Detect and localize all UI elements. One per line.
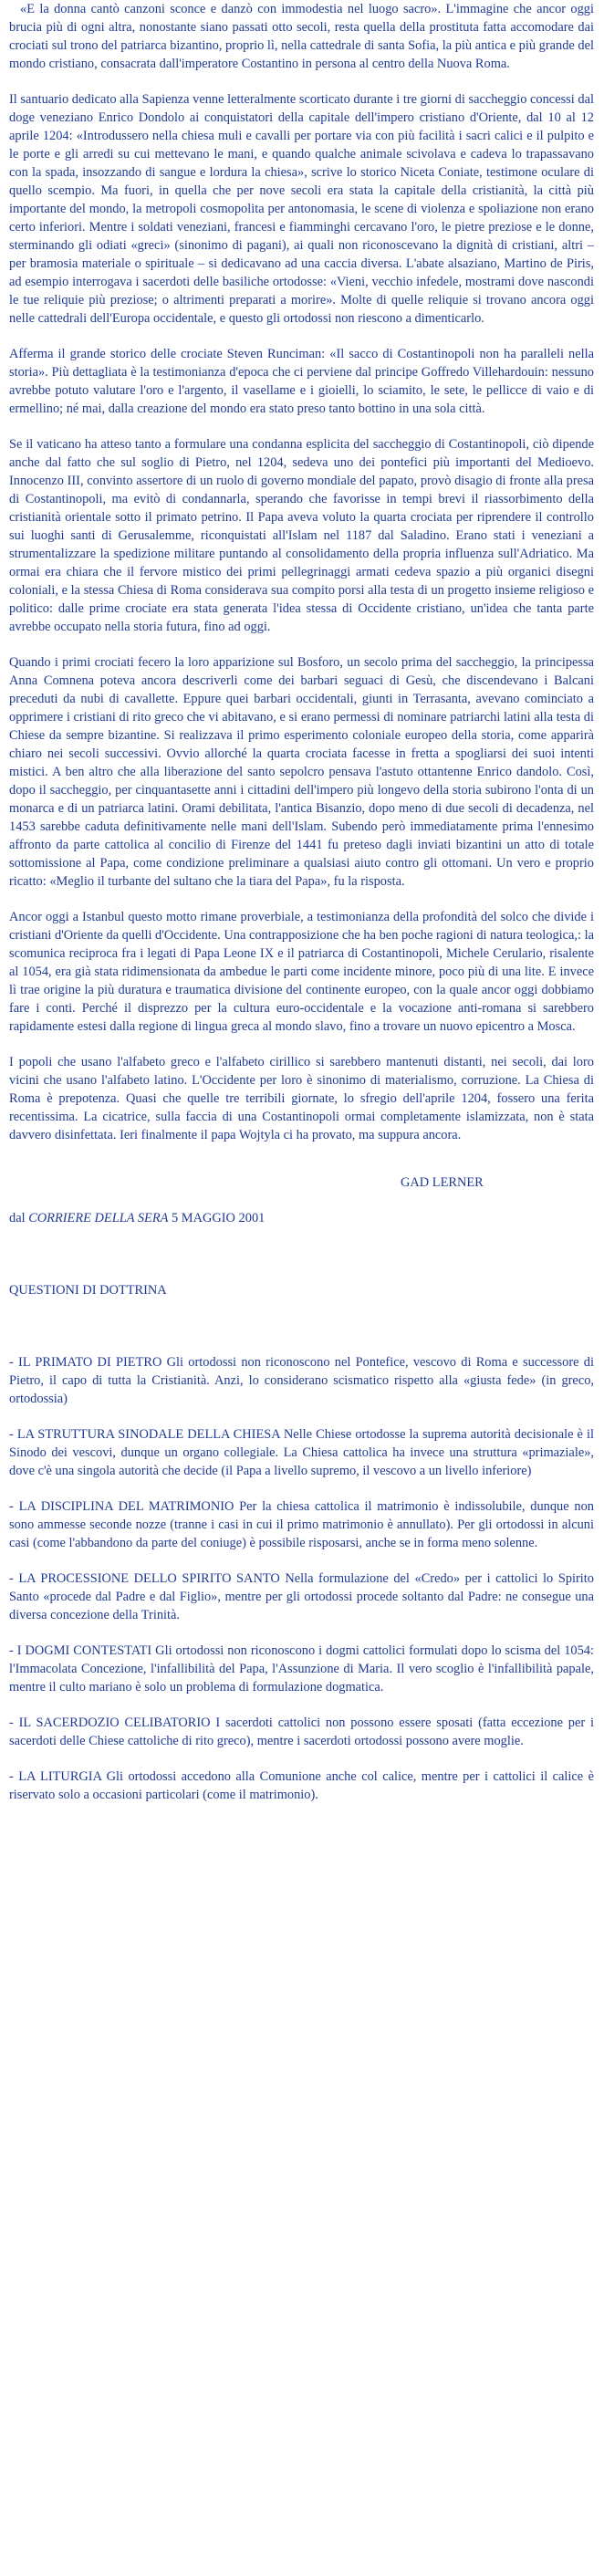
article-paragraph: Il santuario dedicato alla Sapienza venne letteralmente scorticato durante i tre giorni di saccheggio concessi dal doge veneziano Enrico Dondolo ai conquistatori della capitale dell'impero cristiano d'Oriente, dal 10 al 12 aprile 1204: «Introdussero nella chiesa muli e cavalli per portare via con più facilità i sacri calici e il pulpito e le porte e gli arredi su cui mettevano le mani, e quando qualche animale scivolava e cadeva lo trapassavano con la spada, insozzando di sangue e lordura la chiesa», scrive lo storico Niceta Coniate, testimone oculare di quello scempio. Ma fuori, in quella che per nove secoli era stata la capitale della cristianità, la città più importante del mondo, la metropoli cosmopolita per antonomasia, le scene di violenza e spoliazione non erano certo inferiori. Mentre i soldati veneziani, francesi e fiamminghi cercavano l'oro, le pietre preziose e le donne, sterminando gli odiati «greci» (sinonimo di pagani), ai quali non riconoscevano la dignità di cristiani, altri – per bramosia materiale o spirituale – si dedicavano ad una caccia diversa. L'abate alsaziano, Martino de Piris, ad esempio interrogava i sacerdoti delle basiliche ortodosse: «Vieni, vecchio infedele, mostrami dove nascondi le tue reliquie più preziose; o altrimenti preparati a morire». Molte di quelle reliquie si trovano ancora oggi nelle cattedrali dell'Europa occidentale, e questo gli ortodossi non riescono a dimenticarlo. [9, 92, 594, 326]
doctrine-item: - LA PROCESSIONE DELLO SPIRITO SANTO Nella formulazione del «Credo» per i cattolici lo Spirito Santo «procede dal Padre e dal Figlio», mentre per gli ortodossi procede soltanto dal Padre: ne consegue una diversa concezione della Trinità. [9, 1571, 594, 1622]
article-paragraph: I popoli che usano l'alfabeto greco e l'alfabeto cirillico si sarebbero mantenuti distanti, nei secoli, dai loro vicini che usano l'alfabeto latino. L'Occidente per loro è sinonimo di materialismo, corruzione. La Chiesa di Roma è prepotenza. Quasi che quelle tre terribili giornate, lo sfregio dell'aprile 1204, fossero una ferita recentissima. La cicatrice, sulla faccia di una Costantinopoli ormai completamente islamizzata, non è stata davvero disinfettata. Ieri finalmente il papa Wojtyla ci ha provato, ma suppura ancora. [9, 1055, 594, 1142]
article-paragraph: Afferma il grande storico delle crociate Steven Runciman: «Il sacco di Costantinopoli non ha paralleli nella storia». Più dettagliata è la testimonianza d'epoca che ci perviene dal principe Goffredo Villehardouin: nessuno avrebbe potuto valutare l'oro e l'argento, il vasellame e i gioielli, lo sciamito, le sete, le pellicce di vaio e di ermellino; né mai, dalla creazione del mondo era stato preso tanto bottino in una sola città. [9, 347, 594, 416]
doctrine-list [9, 1353, 594, 1804]
doctrine-section-title: QUESTIONI DI DOTTRINA [9, 1283, 167, 1298]
doctrine-item: - LA STRUTTURA SINODALE DELLA CHIESA Nelle Chiese ortodosse la suprema autorità decisionale è il Sinodo dei vescovi, dunque un organo collegiale. La Chiesa cattolica ha invece una struttura «primaziale», dove c'è una singola autorità che decide (il Papa a livello supremo, il vescovo a un livello inferiore) [9, 1427, 594, 1478]
source-date: 5 MAGGIO 2001 [168, 1211, 266, 1225]
source-newspaper: CORRIERE DELLA SERA [28, 1211, 169, 1225]
doctrine-item: - I DOGMI CONTESTATI Gli ortodossi non riconoscono i dogmi cattolici formulati dopo lo scisma del 1054: l'Immacolata Concezione, l'infallibilità del Papa, l'Assunzione di Maria. Il vero scoglio è l'infallibilità papale, mentre il culto mariano è solo un problema di formulazione dogmatica. [9, 1643, 594, 1695]
article-paragraph: Ancor oggi a Istanbul questo motto rimane proverbiale, a testimonianza della profondità del solco che divide i cristiani d'Oriente da quelli d'Occidente. Una contrapposizione che ha ben poche ragioni di natura teologica,: la scomunica reciproca fra i legati di Papa Leone IX e il patriarca di Costantinopoli, Michele Cerulario, risalente al 1054, era già stata ridimensionata da ambedue le parti come incidente minore, poco più di una lite. E invece lì trae origine la più duratura e traumatica divisione del continente europeo, con la quale ancor oggi dobbiamo fare i conti. Perché il disprezzo per la cultura euro-occidentale e la vocazione anti-romana si sarebbero rapidamente estesi dalla regione di lingua greca al mondo slavo, fino a trovare un nuovo epicentro a Mosca. [9, 910, 594, 1034]
doctrine-item: - IL PRIMATO DI PIETRO Gli ortodossi non riconoscono nel Pontefice, vescovo di Roma e successore di Pietro, il capo di tutta la Cristianità. Anzi, lo considerano scismatico rispetto alla «giusta fede» (in greco, ortodossia) [9, 1355, 594, 1406]
doctrine-item: - IL SACERDOZIO CELIBATORIO I sacerdoti cattolici non possono essere sposati (fatta eccezione per i sacerdoti delle Chiese cattoliche di rito greco), mentre i sacerdoti ortodossi possono avere moglie. [9, 1716, 594, 1748]
article [9, 0, 594, 1144]
article-paragraph: Quando i primi crociati fecero la loro apparizione sul Bosforo, un secolo prima del saccheggio, la principessa Anna Comnena poteva ancora descriverli come dei barbari seguaci di Gesù, che discendevano i Balcani preceduti da nubi di cavallette. Eppure quei barbari occidentali, giunti in Terrasanta, avevano cominciato a opprimere i cristiani di rito greco che vi abitavano, e si erano permessi di nominare patriarchi latini alla testa di Chiese da sempre bizantine. Si realizzava il primo esperimento coloniale europeo della storia, come apparirà chiaro nei secoli successivi. Ovvio allorché la quarta crociata facesse in fretta a spogliarsi dei suoi intenti mistici. A ben altro che alla liberazione del santo sepolcro pensava l'astuto ottantenne Enrico dandolo. Così, dopo il saccheggio, per cinquantasette anni i cittadini dell'impero più longevo della storia subirono l'onta di un monarca e di un patriarca latini. Orami debilitata, l'antica Bisanzio, dopo meno di due secoli di decadenza, nel 1453 sarebbe caduta definitivamente nelle mani dell'Islam. Subendo però immediatamente prima l'ennesimo affronto da parte cattolica al concilio di Firenze del 1441 fu preteso dagli inviati bizantini un atto di totale sottomissione al Papa, come condizione preliminare a qualsiasi aiuto contro gli ottomani. Un vero e proprio ricatto: «Meglio il turbante del sultano che la tiara del Papa», fu la risposta. [9, 655, 594, 889]
doctrine-item: - LA DISCIPLINA DEL MATRIMONIO Per la chiesa cattolica il matrimonio è indissolubile, dunque non sono ammesse seconde nozze (tranne i casi in cui il primo matrimonio è annullato). Per gli ortodossi in alcuni casi (come l'abbandono da parte del coniuge) è possibile risposarsi, anche se in forma meno solenne. [9, 1499, 594, 1550]
source-prefix: dal [9, 1211, 29, 1225]
article-source [9, 1209, 594, 1227]
article-paragraph: Se il vaticano ha atteso tanto a formulare una condanna esplicita del saccheggio di Costantinopoli, ciò dipende anche dal fatto che sul soglio di Pietro, nel 1204, sedeva uno dei pontefici più importanti del Medioevo. Innocenzo III, convinto assertore di un ruolo di governo mondiale del papato, provò disagio di fronte alla presa di Costantinopoli, ma evitò di condannarla, sperando che favorisse in tempi brevi il riassorbimento della cristianità orientale sotto il primato petrino. Il Papa aveva voluto la quarta crociata per riprendere il controllo sui luoghi santi di Gerusalemme, riconquistati all'Islam nel 1187 dal Saladino. Erano stati i veneziani a strumentalizzare la spedizione militare puntando al consolidamento della propria influenza sull'Adriatico. Ma ormai era chiara che il fervore mistico dei primi pellegrinaggi armati cedeva spazio a più organici disegni coloniali, e la stessa Chiesa di Roma considerava sua compito porsi alla testa di un progetto insieme religioso e politico: dalle prime crociate era stata generata l'idea stessa di Occidente cristiano, un'idea che tanta parte avrebbe occupato nella storia futura, fino ad oggi. [9, 437, 594, 634]
author-signature: GAD LERNER [401, 1175, 484, 1190]
doctrine-item: - LA LITURGIA Gli ortodossi accedono alla Comunione anche col calice, mentre per i cattolici il calice è riservato solo a occasioni particolari (come il matrimonio). [9, 1769, 594, 1802]
page [9, 0, 594, 1821]
article-paragraph: «E la donna cantò canzoni sconce e danzò con immodestia nel luogo sacro». L'immagine che ancor oggi brucia più di ogni altra, nonostante siano passati otto secoli, resta quella della prostituta fatta accomodare dai crociati sul trono del patriarca bizantino, proprio lì, nella cattedrale di santa Sofia, la più antica e più grande del mondo cristiano, consacrata dall'imperatore Costantino in persona al centro della Nuova Roma. [9, 2, 594, 71]
